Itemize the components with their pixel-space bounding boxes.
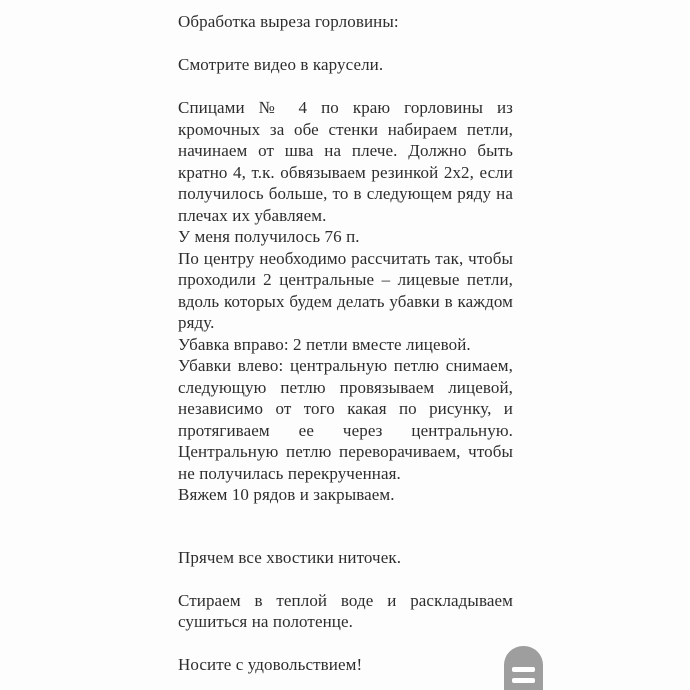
paragraph-carousel-note: Смотрите видео в карусели. bbox=[178, 55, 384, 74]
document-heading: Обработка выреза горловины: bbox=[178, 12, 399, 31]
text-column bbox=[178, 11, 513, 676]
paragraph-closing: Носите с удовольствием! bbox=[178, 655, 363, 674]
handle-lines-icon bbox=[512, 678, 535, 683]
drag-handle[interactable] bbox=[504, 646, 543, 690]
paragraph-washing: Стираем в теплой воде и раскладываем сушиться на полотенце. bbox=[178, 590, 513, 631]
paragraph-hide-ends: Прячем все хвостики ниточек. bbox=[178, 547, 402, 567]
paragraph-decrease-right: Убавка вправо: 2 петли вместе лицевой. bbox=[178, 334, 471, 354]
paragraph-stitch-count: У меня получилось 76 п. bbox=[178, 227, 360, 246]
paragraph-decrease-left: Убавки влево: центральную петлю снимаем, следующую петлю провязываем лицевой, независимо от того какая по рисунку, и протягиваем ее через центральную. Центральную петлю переворачиваем, чтобы не получилась перекрученная. bbox=[178, 356, 513, 483]
paragraph-cast-on: Спицами № 4 по краю горловины из кромочных за обе стенки набираем петли, начинаем от шва на плече. Должно быть кратно 4, т.к. обвязываем резинкой 2х2, если получилось больше, то в следующем ряду на плечах их убавляем. bbox=[178, 98, 513, 225]
paragraph-center-calc: По центру необходимо рассчитать так, чтобы проходили 2 центральные – лицевые петли, вдоль которых будем делать убавки в каждом ряду. bbox=[178, 248, 513, 332]
handle-lines-icon bbox=[512, 667, 535, 672]
paragraph-rows-bind-off: Вяжем 10 рядов и закрываем. bbox=[178, 485, 395, 504]
